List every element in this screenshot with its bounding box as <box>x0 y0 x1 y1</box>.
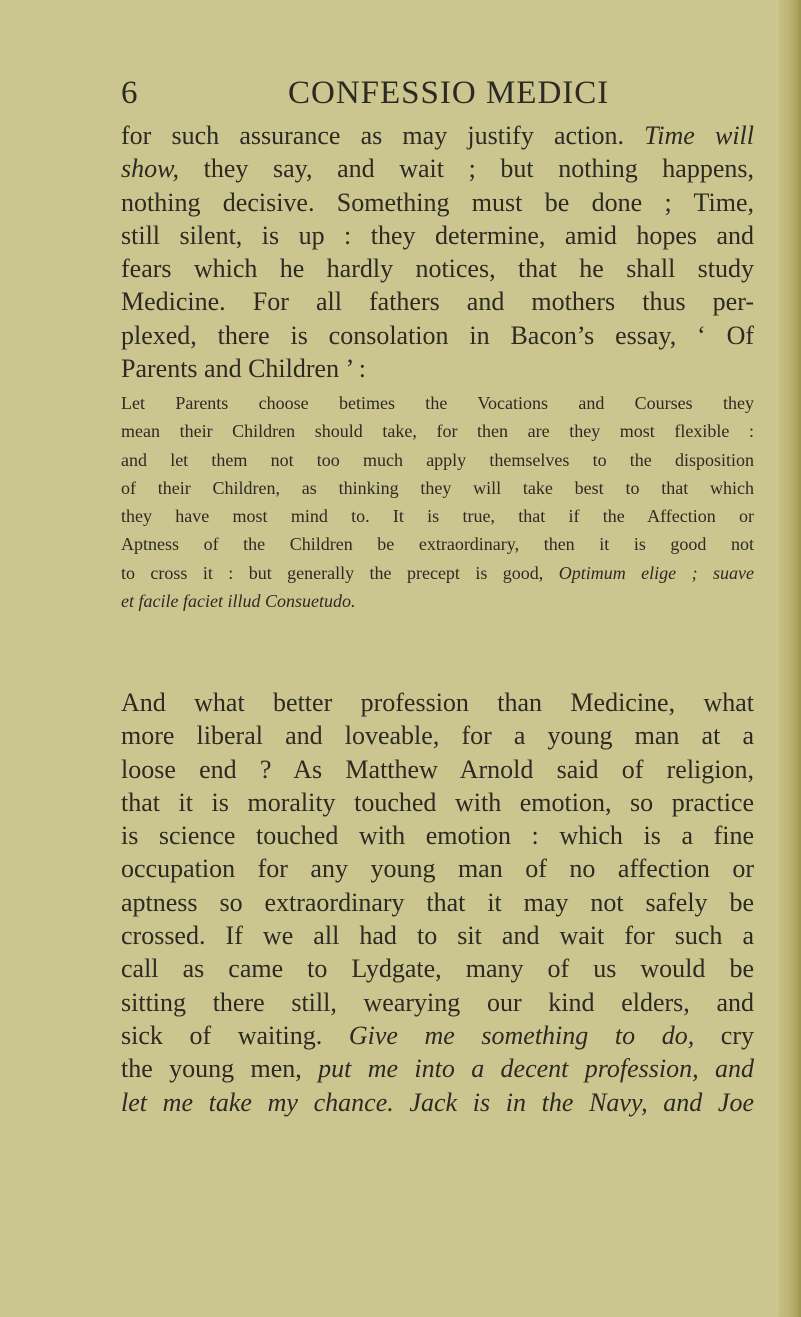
text-line: that it is morality touched with emotion, so practice <box>121 787 754 817</box>
text-line: show, they say, and wait ; but nothing happens, <box>121 154 754 184</box>
paragraph-1 <box>121 119 754 385</box>
text-line: the young men, put me into a decent profession, and <box>121 1054 754 1084</box>
page-number: 6 <box>121 75 138 111</box>
text-line: call as came to Lydgate, many of us would be <box>121 954 754 984</box>
text-line: plexed, there is consolation in Bacon’s essay, ‘ Of <box>121 320 754 350</box>
text-line: aptness so extraordinary that it may not safely be <box>121 887 754 917</box>
quote-line: Let Parents choose betimes the Vocations and Courses they <box>121 393 754 413</box>
page-header <box>121 70 761 116</box>
text-line: more liberal and loveable, for a young man at a <box>121 721 754 751</box>
quote-line: mean their Children should take, for then are they most flexible : <box>121 421 754 442</box>
text-line: Parents and Children ’ : <box>121 354 367 384</box>
text-line: loose end ? As Matthew Arnold said of religion, <box>121 754 754 784</box>
quote-line: they have most mind to. It is true, that if the Affection or <box>121 506 754 527</box>
quote-line: et facile faciet illud Consuetudo. <box>121 591 356 612</box>
quote-line: Aptness of the Children be extraordinary, then it is good not <box>121 534 754 555</box>
quote-line: of their Children, as thinking they will take best to that which <box>121 477 754 498</box>
quote-line: to cross it : but generally the precept is good, Optimum elige ; suave <box>121 562 755 583</box>
text-line: Medicine. For all fathers and mothers thus per- <box>121 287 754 317</box>
text-line: And what better profession than Medicine, what <box>121 688 754 717</box>
text-line: for such assurance as may justify action. Time will <box>121 121 754 150</box>
paragraph-2 <box>121 686 754 1119</box>
block-quote <box>121 389 754 615</box>
quote-line: and let them not too much apply themselves to the disposition <box>121 449 754 470</box>
text-line: fears which he hardly notices, that he shall study <box>121 254 754 284</box>
running-title: CONFESSIO MEDICI <box>288 75 610 111</box>
text-line: crossed. If we all had to sit and wait for such a <box>121 921 754 951</box>
text-line: nothing decisive. Something must be done ; Time, <box>121 187 754 217</box>
text-line: still silent, is up : they determine, amid hopes and <box>121 220 754 250</box>
text-line: occupation for any young man of no affection or <box>121 854 754 884</box>
text-line: sick of waiting. Give me something to do, cry <box>121 1020 754 1050</box>
page-edge-shadow <box>779 0 801 1317</box>
text-line: sitting there still, wearying our kind elders, and <box>121 987 754 1017</box>
text-line: let me take my chance. Jack is in the Navy, and Joe <box>121 1087 754 1117</box>
text-line: is science touched with emotion : which is a fine <box>121 821 754 851</box>
